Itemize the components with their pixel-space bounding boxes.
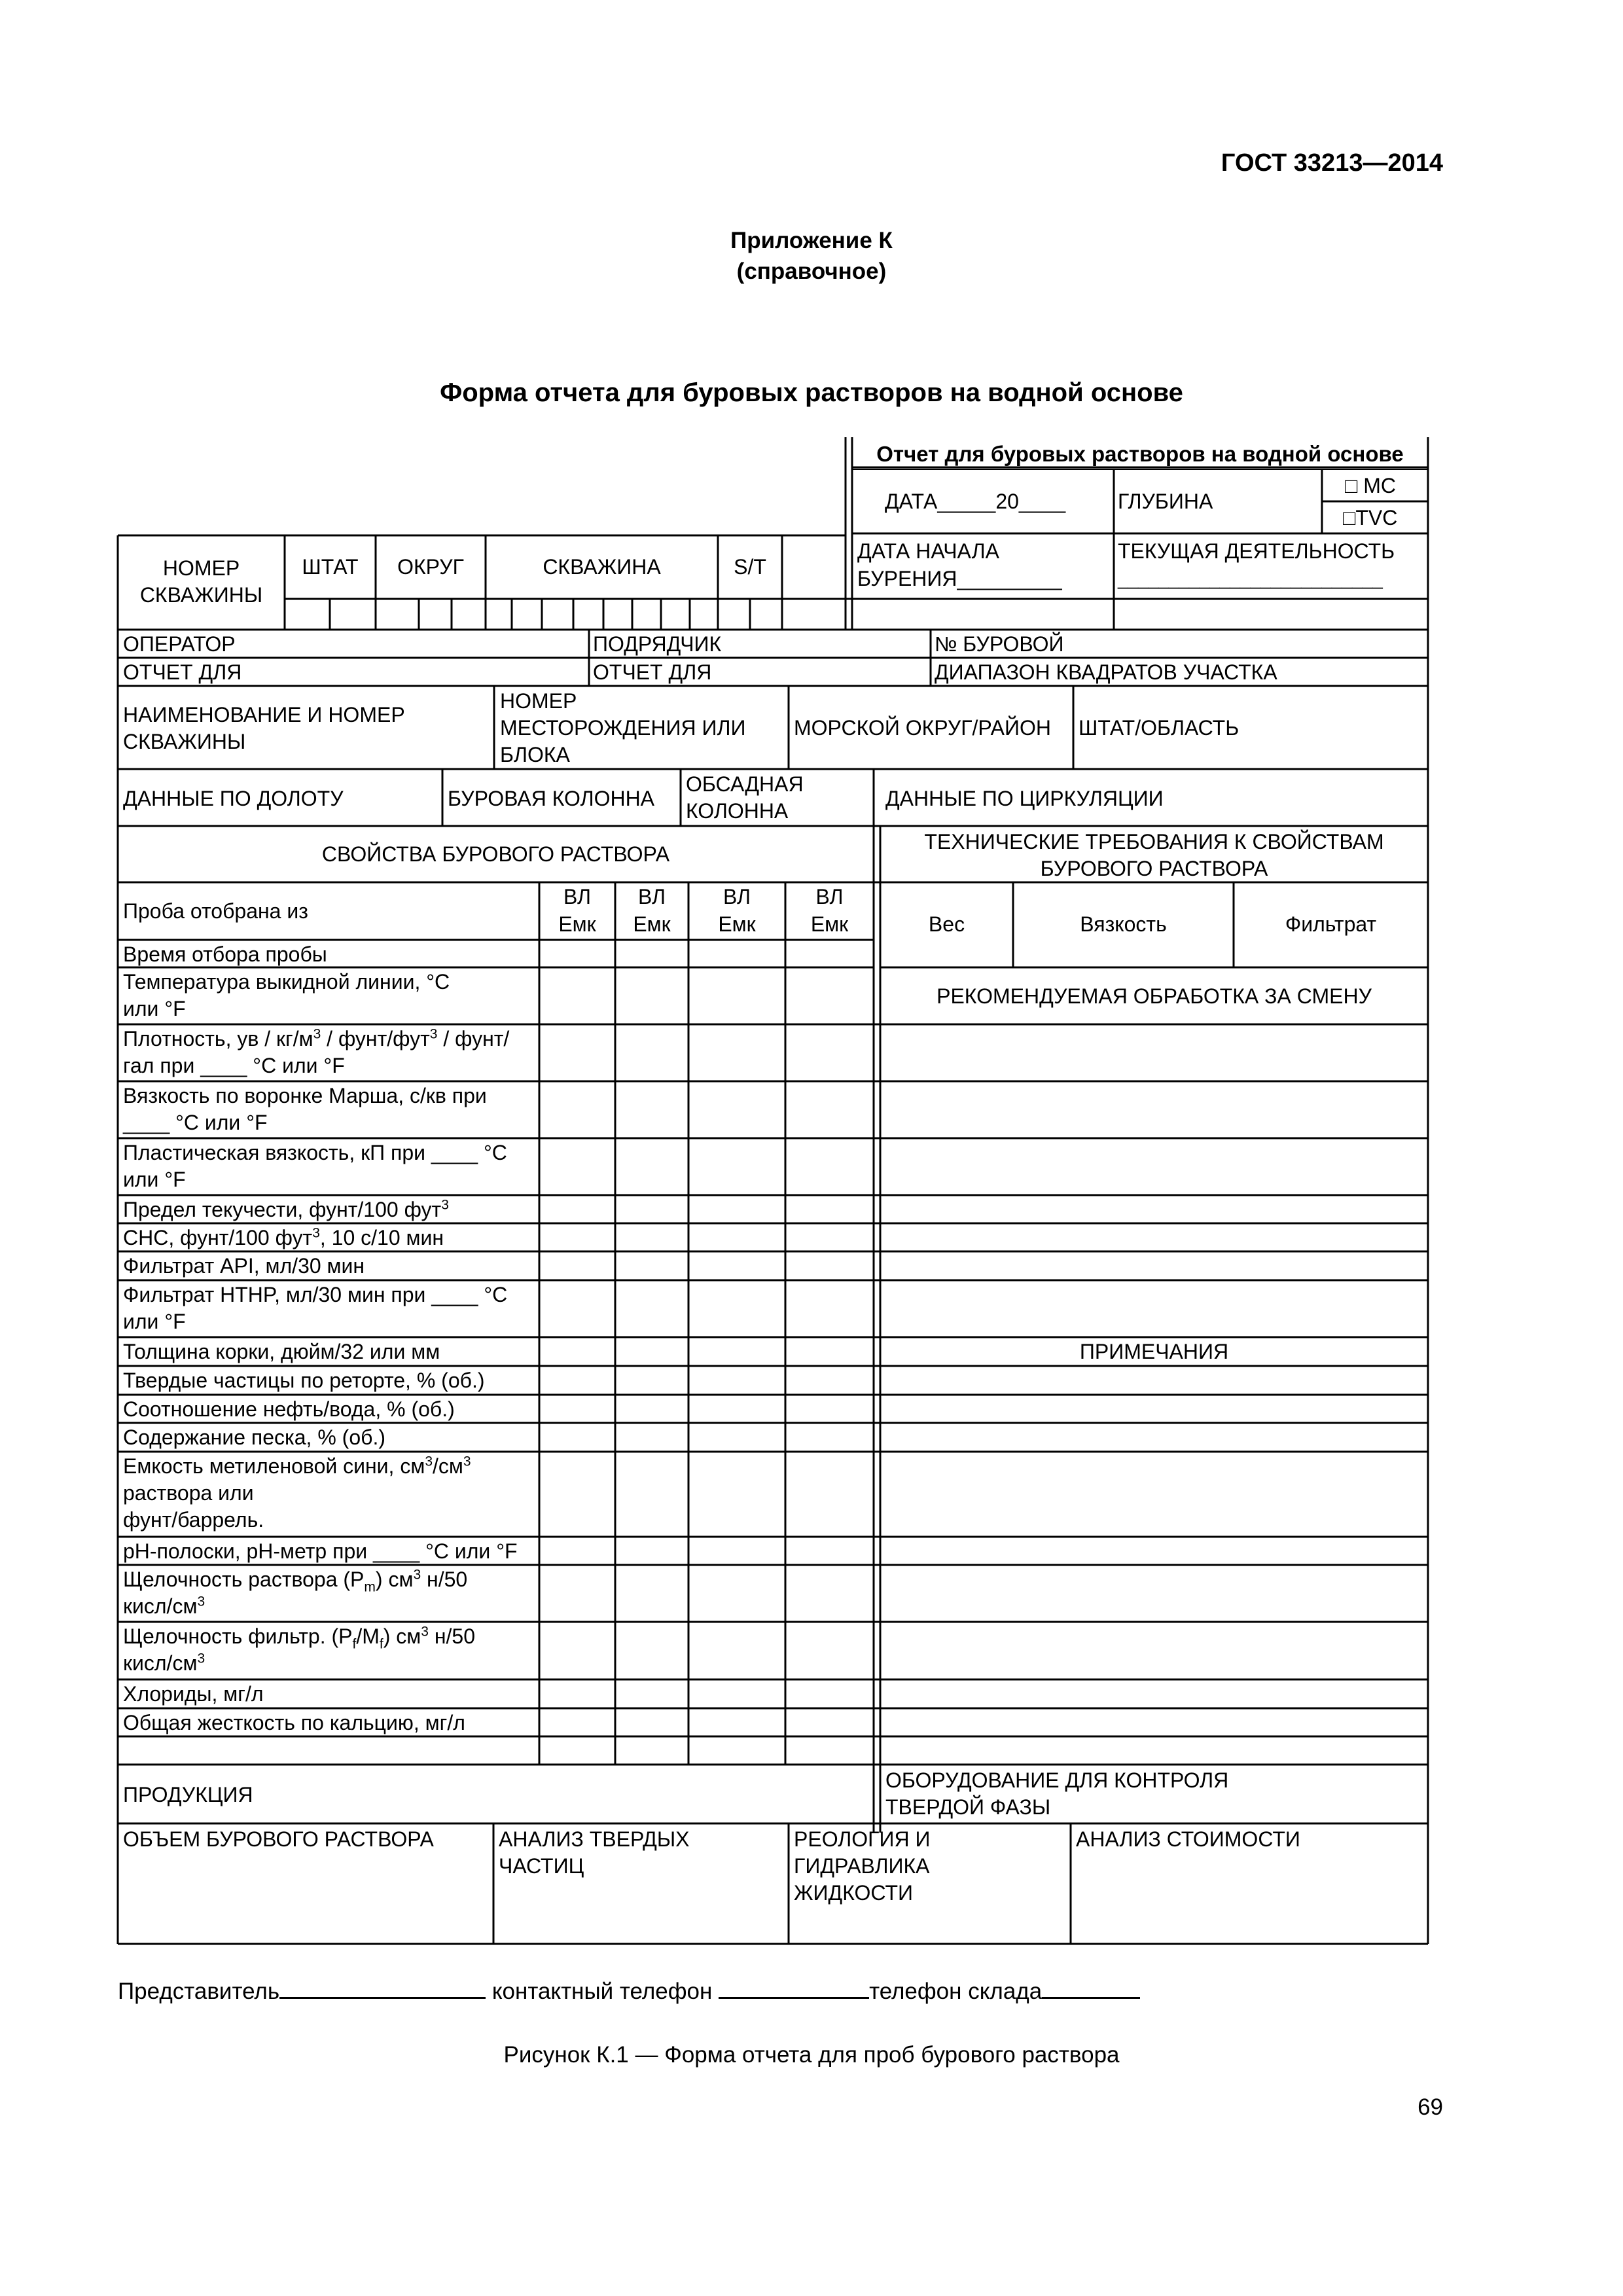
property-label: pH-полоски, pH-метр при ____ °C или °F	[123, 1539, 518, 1563]
form-title: Форма отчета для буровых растворов на водной основе	[440, 378, 1183, 407]
well-number-label-1: НОМЕР	[162, 556, 240, 580]
current-activity-field[interactable]: __________________________	[1118, 569, 1383, 589]
solids-equipment-label-1: ОБОРУДОВАНИЕ ДЛЯ КОНТРОЛЯ	[885, 1768, 1229, 1792]
col1-top: ВЛ	[563, 885, 591, 908]
current-activity-label: ТЕКУЩАЯ ДЕЯТЕЛЬНОСТЬ	[1118, 539, 1395, 563]
representative-blank[interactable]	[279, 1979, 486, 1999]
rig-number-label: № БУРОВОЙ	[935, 632, 1064, 656]
property-label: Время отбора пробы	[123, 942, 327, 966]
col1-bottom: Емк	[558, 912, 596, 936]
col4-bottom: Емк	[810, 912, 849, 936]
property-label: Плотность, ув / $кг/м^3$ / фунт/фут$^3$ / фунт/ гал при ____ °C или °F	[123, 1026, 510, 1077]
col2-top: ВЛ	[638, 885, 666, 908]
spud-date-line1: ДАТА НАЧАЛА	[857, 539, 999, 563]
col3-top: ВЛ	[723, 885, 751, 908]
state-province-label: ШТАТ/ОБЛАСТЬ	[1079, 716, 1240, 740]
spec-title-1: ТЕХНИЧЕСКИЕ ТРЕБОВАНИЯ К СВОЙСТВАМ	[924, 830, 1384, 853]
field-block-label-2: МЕСТОРОЖДЕНИЯ ИЛИ	[500, 716, 746, 740]
rheology-label-2: ГИДРАВЛИКА	[794, 1854, 930, 1878]
property-label: Толщина корки, дюйм/32 или мм	[123, 1340, 440, 1363]
circulation-data-label: ДАННЫЕ ПО ЦИРКУЛЯЦИИ	[885, 787, 1164, 810]
appendix-kind: (справочное)	[736, 259, 887, 284]
property-label: Фильтрат API, мл/30 мин	[123, 1254, 365, 1278]
field-block-label-3: БЛОКА	[500, 743, 570, 766]
spud-date-field[interactable]: БУРЕНИЯ_________	[857, 567, 1062, 590]
warehouse-phone-blank[interactable]	[1042, 1979, 1140, 1999]
md-checkbox[interactable]: □ MC	[1345, 474, 1396, 497]
col4-top: ВЛ	[815, 885, 844, 908]
depth-label: ГЛУБИНА	[1118, 490, 1213, 513]
county-label: ОКРУГ	[397, 555, 464, 579]
spec-viscosity: Вязкость	[1080, 912, 1167, 936]
spec-title-2: БУРОВОГО РАСТВОРА	[1040, 857, 1268, 880]
tvd-checkbox[interactable]: □TVC	[1343, 506, 1398, 529]
remarks-title: ПРИМЕЧАНИЯ	[1079, 1340, 1229, 1363]
property-label: Емкость метиленовой сини, $см^3/см^3$ раствора или фунт/баррель.	[123, 1454, 471, 1532]
rheology-label-3: ЖИДКОСТИ	[794, 1881, 913, 1905]
contact-phone-blank[interactable]	[719, 1979, 869, 1999]
property-label: Соотношение нефть/вода, % (об.)	[123, 1397, 455, 1421]
rheology-label-1: РЕОЛОГИЯ И	[794, 1827, 931, 1851]
solids-equipment-label-2: ТВЕРДОЙ ФАЗЫ	[885, 1795, 1051, 1819]
field-block-label-1: НОМЕР	[500, 689, 577, 713]
report-box-title: Отчет для буровых растворов на водной основе	[876, 442, 1404, 466]
offshore-area-label: МОРСКОЙ ОКРУГ/РАЙОН	[794, 716, 1051, 740]
solids-analysis-label-2: ЧАСТИЦ	[499, 1854, 584, 1878]
property-label: Пластическая вязкость, кП при ____ °C или °F	[123, 1141, 507, 1191]
col3-bottom: Емк	[718, 912, 756, 936]
report-for-label-2: ОТЧЕТ ДЛЯ	[593, 660, 712, 684]
well-name-label-2: СКВАЖИНЫ	[123, 730, 246, 753]
property-label: СНС, фунт/100 фут$^3$, 10 с/10 мин	[123, 1225, 444, 1249]
contractor-label: ПОДРЯДЧИК	[593, 632, 722, 656]
operator-label: ОПЕРАТОР	[123, 632, 236, 656]
solids-analysis-label-1: АНАЛИЗ ТВЕРДЫХ	[499, 1827, 690, 1851]
mud-volume-label: ОБЪЕМ БУРОВОГО РАСТВОРА	[123, 1827, 434, 1851]
well-label: СКВАЖИНА	[543, 555, 661, 579]
spec-weight: Вес	[928, 912, 965, 936]
property-label: Щелочность фильтр. $(P_f/M_f)$ $см^3$ н/50 кисл/$см^3$	[123, 1624, 476, 1675]
well-number-label-2: СКВАЖИНЫ	[139, 583, 263, 607]
spec-filtrate: Фильтрат	[1285, 912, 1377, 936]
appendix-title: Приложение К	[730, 228, 893, 253]
col2-bottom: Емк	[633, 912, 671, 936]
casing-label-2: КОЛОННА	[686, 799, 789, 823]
report-for-label-1: ОТЧЕТ ДЛЯ	[123, 660, 242, 684]
section-range-label: ДИАПАЗОН КВАДРАТОВ УЧАСТКА	[935, 660, 1277, 684]
property-label: Вязкость по воронке Марша, с/кв при ____ °C или °F	[123, 1084, 487, 1134]
property-label: Фильтрат HTHP, мл/30 мин при ____ °C или °F	[123, 1283, 508, 1333]
casing-label-1: ОБСАДНАЯ	[686, 772, 804, 796]
products-label: ПРОДУКЦИЯ	[123, 1783, 253, 1806]
representative-label: Представитель	[118, 1979, 280, 2004]
well-name-label-1: НАИМЕНОВАНИЕ И НОМЕР	[123, 703, 405, 726]
property-label: Предел текучести, фунт/100 фут$^3$	[123, 1197, 449, 1221]
footer-contacts	[118, 1979, 1140, 2005]
st-label: S/T	[734, 555, 766, 579]
state-label: ШТАТ	[302, 555, 359, 579]
bit-data-label: ДАННЫЕ ПО ДОЛОТУ	[123, 787, 344, 810]
property-label: Твердые частицы по реторте, % (об.)	[123, 1369, 485, 1392]
warehouse-phone-label: телефон склада	[869, 1979, 1043, 2004]
page-number: 69	[1418, 2094, 1443, 2120]
recommended-treatment-title: РЕКОМЕНДУЕМАЯ ОБРАБОТКА ЗА СМЕНУ	[936, 984, 1372, 1008]
sample-from-label: Проба отобрана из	[123, 899, 308, 923]
cost-analysis-label: АНАЛИЗ СТОИМОСТИ	[1076, 1827, 1300, 1851]
date-field[interactable]: ДАТА_____20____	[885, 490, 1066, 513]
drill-string-label: БУРОВАЯ КОЛОННА	[448, 787, 655, 810]
contact-phone-label: контактный телефон	[486, 1979, 719, 2004]
mud-properties-title: СВОЙСТВА БУРОВОГО РАСТВОРА	[321, 842, 670, 866]
property-label: Содержание песка, % (об.)	[123, 1426, 385, 1449]
property-label: Хлориды, мг/л	[123, 1682, 264, 1706]
property-label: Общая жесткость по кальцию, мг/л	[123, 1711, 465, 1734]
property-label: Щелочность раствора $(P_m)$ $см^3$ н/50 кисл/$см^3$	[123, 1567, 468, 1618]
standard-header: ГОСТ 33213—2014	[1221, 149, 1443, 177]
property-label: Температура выкидной линии, °C или °F	[123, 970, 450, 1020]
figure-caption: Рисунок К.1 — Форма отчета для проб бурового раствора	[503, 2042, 1120, 2068]
